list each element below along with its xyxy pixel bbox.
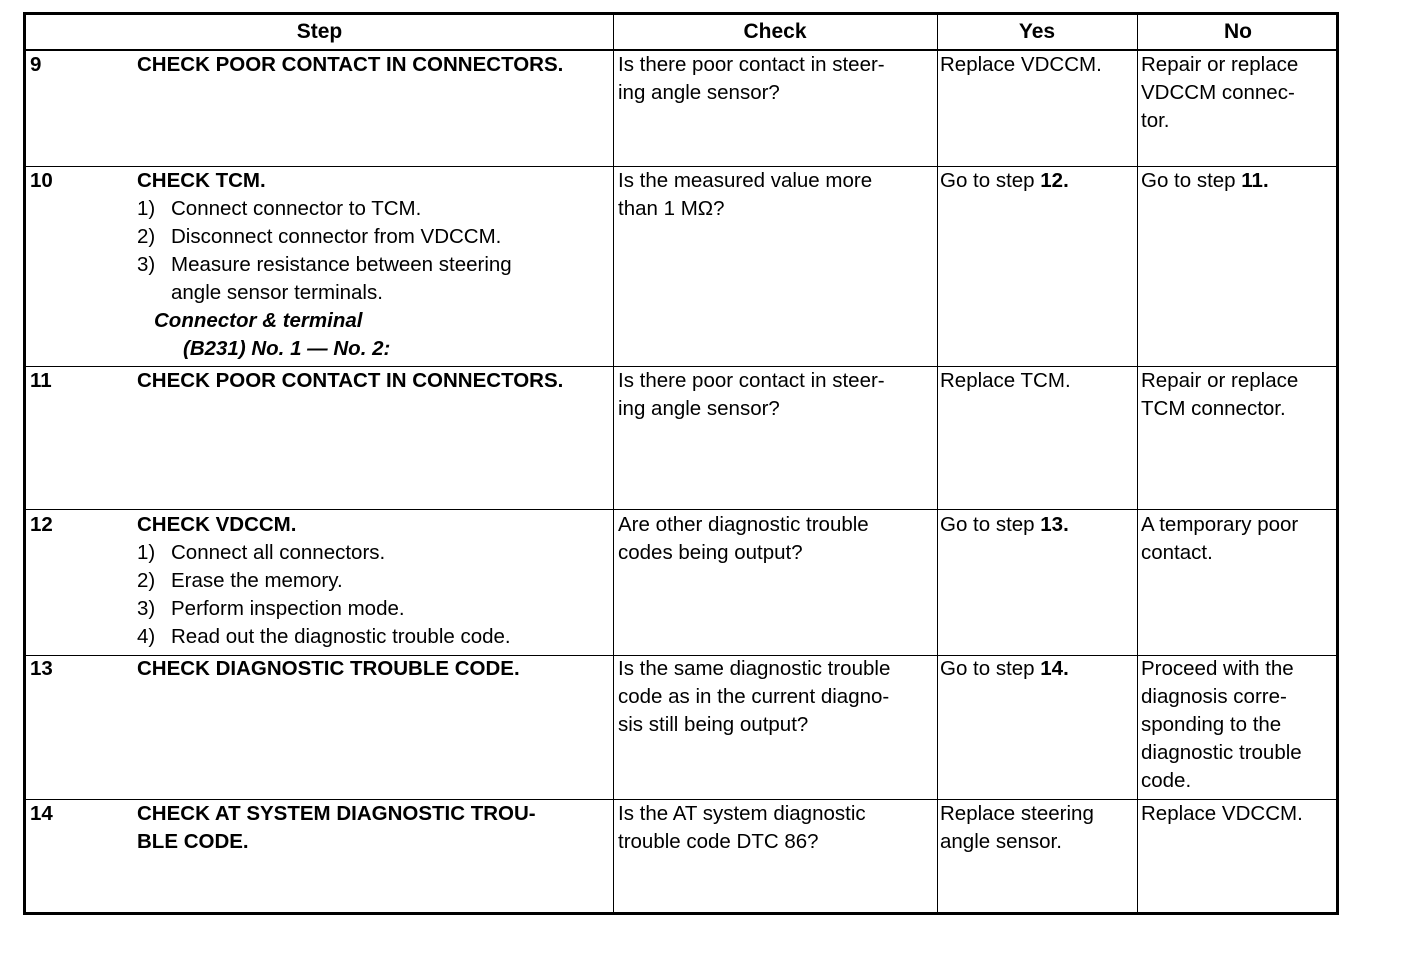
no-text: Replace VDCCM. — [1141, 802, 1303, 825]
yes-text: Go to step 13. — [940, 513, 1069, 536]
column-divider — [937, 15, 938, 912]
step-number: 9 — [30, 53, 42, 76]
step-title: CHECK POOR CONTACT IN CONNECTORS. — [137, 53, 564, 76]
step-title: CHECK AT SYSTEM DIAGNOSTIC TROU- BLE CODE. — [137, 802, 536, 853]
connector-value: (B231) No. 1 — No. 2: — [183, 337, 391, 360]
header-no: No — [1224, 20, 1252, 43]
yes-text: Go to step 12. — [940, 169, 1069, 192]
yes-text: Replace TCM. — [940, 369, 1071, 392]
column-divider — [1137, 15, 1138, 912]
check-text: Is there poor contact in steer- ing angle sensor? — [618, 369, 885, 420]
step-title: CHECK DIAGNOSTIC TROUBLE CODE. — [137, 657, 520, 680]
yes-text: Go to step 14. — [940, 657, 1069, 680]
no-text: Repair or replace VDCCM connec- tor. — [1141, 53, 1299, 132]
step-number: 12 — [30, 513, 53, 536]
header-yes: Yes — [1018, 20, 1056, 43]
check-text: Is the AT system diagnostic trouble code DTC 86? — [618, 802, 866, 853]
step-number: 10 — [30, 169, 53, 192]
check-text: Is the measured value more than 1 MΩ? — [618, 169, 873, 220]
row-divider — [26, 509, 1336, 510]
step-title: CHECK POOR CONTACT IN CONNECTORS. — [137, 369, 564, 392]
check-text: Are other diagnostic trouble codes being output? — [618, 513, 869, 564]
step-number: 11 — [30, 369, 52, 392]
step-number: 14 — [30, 802, 53, 825]
yes-text: Replace VDCCM. — [940, 53, 1102, 76]
diagnostic-table — [23, 12, 1339, 915]
header-check: Check — [743, 20, 807, 43]
step-number: 13 — [30, 657, 53, 680]
step-content: CHECK TCM. 1) Connect connector to TCM. 2) Disconnect connector from VDCCM. 3) Measure resistance between steering angle sensor terminals. Connector & terminal (B231) No. 1 — No. 2: — [137, 167, 512, 363]
check-text: Is the same diagnostic trouble code as in the current diagno- sis still being output? — [618, 657, 891, 736]
no-text: Go to step 11. — [1141, 169, 1269, 192]
connector-label: Connector & terminal — [154, 309, 363, 332]
yes-text: Replace steering angle sensor. — [940, 802, 1094, 853]
column-divider — [613, 15, 614, 912]
header-step: Step — [296, 20, 343, 43]
step-content: CHECK VDCCM. 1) Connect all connectors. 2) Erase the memory. 3) Perform inspection mode. 4) Read out the diagnostic trouble code. — [137, 513, 511, 648]
no-text: Repair or replace TCM connector. — [1141, 369, 1299, 420]
no-text: Proceed with the diagnosis corre- sponding to the diagnostic trouble code. — [1141, 657, 1302, 792]
no-text: A temporary poor contact. — [1141, 513, 1299, 564]
check-text: Is there poor contact in steer- ing angle sensor? — [618, 53, 885, 104]
